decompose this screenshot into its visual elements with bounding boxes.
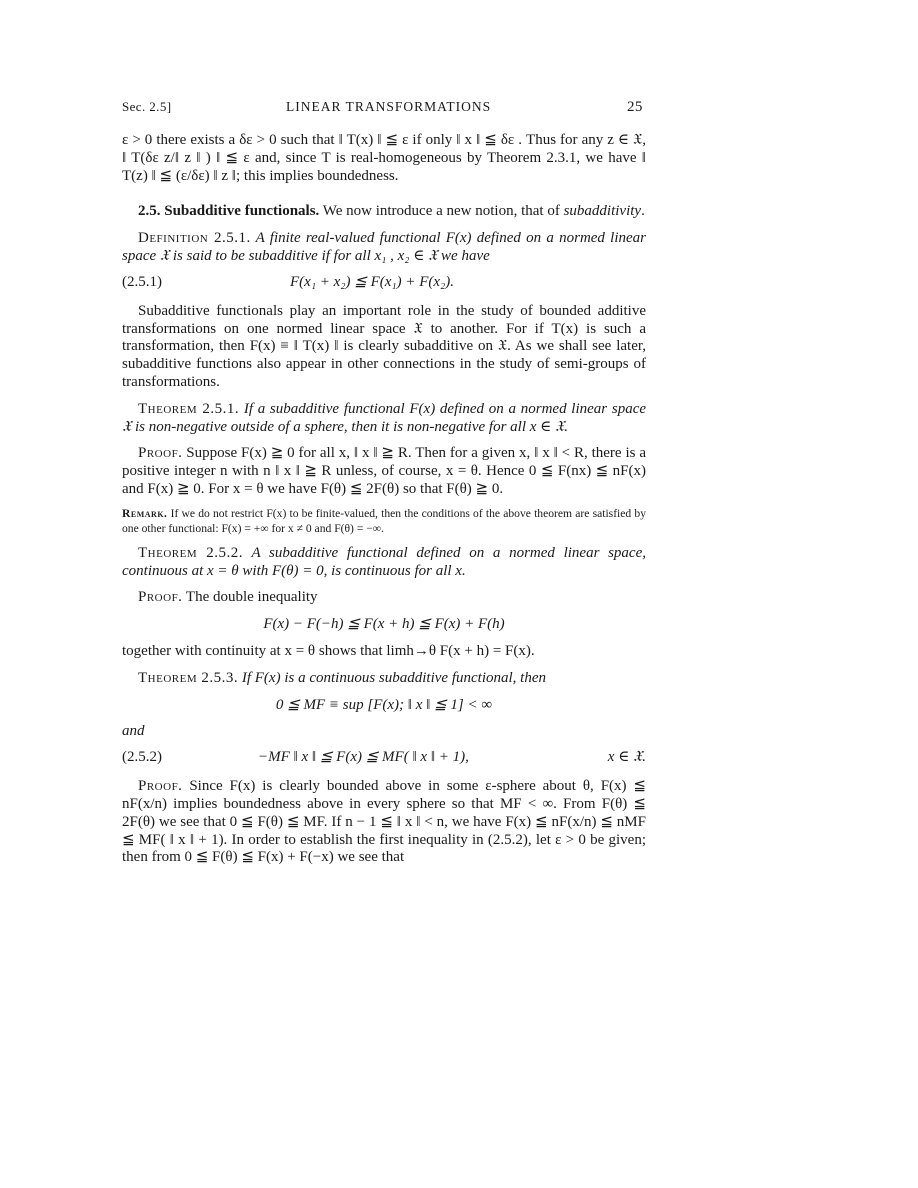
proof-label: Proof. — [138, 589, 183, 606]
theorem-2-5-3 — [122, 670, 646, 688]
page-number: 25 — [627, 99, 643, 115]
definition-2-5-1 — [122, 230, 646, 266]
proof-2-5-3 — [122, 778, 646, 867]
connective-and: and — [122, 723, 145, 740]
theorem-2-5-1 — [122, 401, 646, 437]
equation-number: (2.5.2) — [122, 749, 162, 766]
remark — [122, 506, 646, 536]
section-term: subadditivity — [563, 203, 642, 220]
equation-expression: −MF ‖ x ‖ ≦ F(x) ≦ MF( ‖ x ‖ + 1), — [258, 749, 469, 766]
section-2-5-intro — [122, 203, 646, 221]
equation-2-5-1 — [122, 274, 646, 294]
theorem-text: If a subadditive functional F(x) defined on a normed linear space 𝔛 is non-negative outside of a sphere, then it is non-negative for all x ∈ 𝔛. — [122, 400, 647, 435]
theorem-label: Theorem 2.5.2. — [138, 544, 244, 561]
proof-text: Suppose F(x) ≧ 0 for all x, ‖ x ‖ ≧ R. Then for a given x, ‖ x ‖ < R, there is a positive integer n with n ‖ x ‖ ≧ R unless, of course, x = θ. Hence 0 ≦ F(nx) ≦ nF(x) and F(x) ≧ 0. For x = θ we have F(θ) ≦ 2F(θ) so that F(θ) ≧ 0. — [122, 445, 646, 497]
running-head-title: LINEAR TRANSFORMATIONS — [286, 99, 492, 114]
proof-2-5-2 — [122, 589, 646, 607]
theorem-2-5-2 — [122, 545, 646, 581]
theorem-label: Theorem 2.5.3. — [138, 669, 239, 686]
proof-text: The double inequality — [182, 589, 318, 606]
remark-text: If we do not restrict F(x) to be finite-valued, then the conditions of the above theorem are satisfied by one other functional: F(x) = +∞ for x ≠ 0 and F(θ) = −∞. — [122, 506, 646, 535]
section-text-end: . — [641, 203, 645, 220]
proof-label: Proof. — [138, 778, 183, 795]
display-double-inequality: F(x) − F(−h) ≦ F(x + h) ≦ F(x) + F(h) — [263, 616, 505, 633]
section-heading: 2.5. Subadditive functionals. — [138, 203, 320, 220]
definition-label: Definition 2.5.1. — [138, 230, 251, 247]
theorem-label: Theorem 2.5.1. — [138, 400, 240, 417]
proof-text: Since F(x) is clearly bounded above in some ε-sphere about θ, F(x) ≦ nF(x/n) implies boundedness above in every sphere so that MF < ∞. From F(θ) ≦ 2F(θ) we see that 0 ≦ F(θ) ≦ MF. If n − 1 ≦ ‖ x ‖ < n, we have F(x) ≦ nF(x/n) ≦ nMF ≦ MF( ‖ x ‖ + 1). In order to establish the first inequality in (2.5.2), let ε > 0 be given; then from 0 ≦ F(θ) ≦ F(x) + F(−x) we see that — [122, 778, 646, 866]
paragraph-continued: ε > 0 there exists a δε > 0 such that ‖ T(x) ‖ ≦ ε if only ‖ x ‖ ≦ δε . Thus for any z ∈ 𝔛, ‖ T(δε z/‖ z ‖ ) ‖ ≦ ε and, since T is real-homogeneous by Theorem 2.3.1, we have ‖ T(z) ‖ ≦ (ε/δε) ‖ z ‖; this implies boundedness. — [122, 132, 646, 184]
equation-number: (2.5.1) — [122, 273, 162, 290]
section-text: We now introduce a new notion, that of — [319, 203, 564, 220]
equation-expression: F(x₁ + x₂) ≦ F(x₁) + F(x₂). — [290, 273, 455, 290]
equation-2-5-2 — [122, 749, 646, 769]
page-body — [122, 132, 646, 867]
display-sup-bound: 0 ≦ MF ≡ sup [F(x); ‖ x ‖ ≦ 1] < ∞ — [275, 696, 493, 713]
paragraph-continuity: together with continuity at x = θ shows that limh→θ F(x + h) = F(x). — [122, 642, 535, 659]
theorem-text: A subadditive functional defined on a normed linear space, continuous at x = θ with F(θ) = 0, is continuous for all x. — [122, 544, 646, 579]
proof-label: Proof. — [138, 445, 183, 462]
theorem-text: If F(x) is a continuous subadditive functional, then — [238, 669, 546, 686]
definition-text: A finite real-valued functional F(x) defined on a normed linear space 𝔛 is said to be subadditive if for all x₁ , x₂ ∈ 𝔛 we have — [122, 230, 646, 264]
paragraph-subadditive: Subadditive functionals play an important role in the study of bounded additive transformations on one normed linear space 𝔛 to another. For if T(x) is such a transformation, then F(x) ≡ ‖ T(x) ‖ is clearly subadditive on 𝔛. As we shall see later, subadditive functions also appear in other connections in the study of semi-groups of transformations. — [122, 302, 646, 390]
equation-domain: x ∈ 𝔛. — [607, 749, 646, 766]
proof-2-5-1 — [122, 445, 646, 498]
running-head-section: Sec. 2.5] — [122, 99, 172, 114]
remark-label: Remark. — [122, 506, 168, 520]
